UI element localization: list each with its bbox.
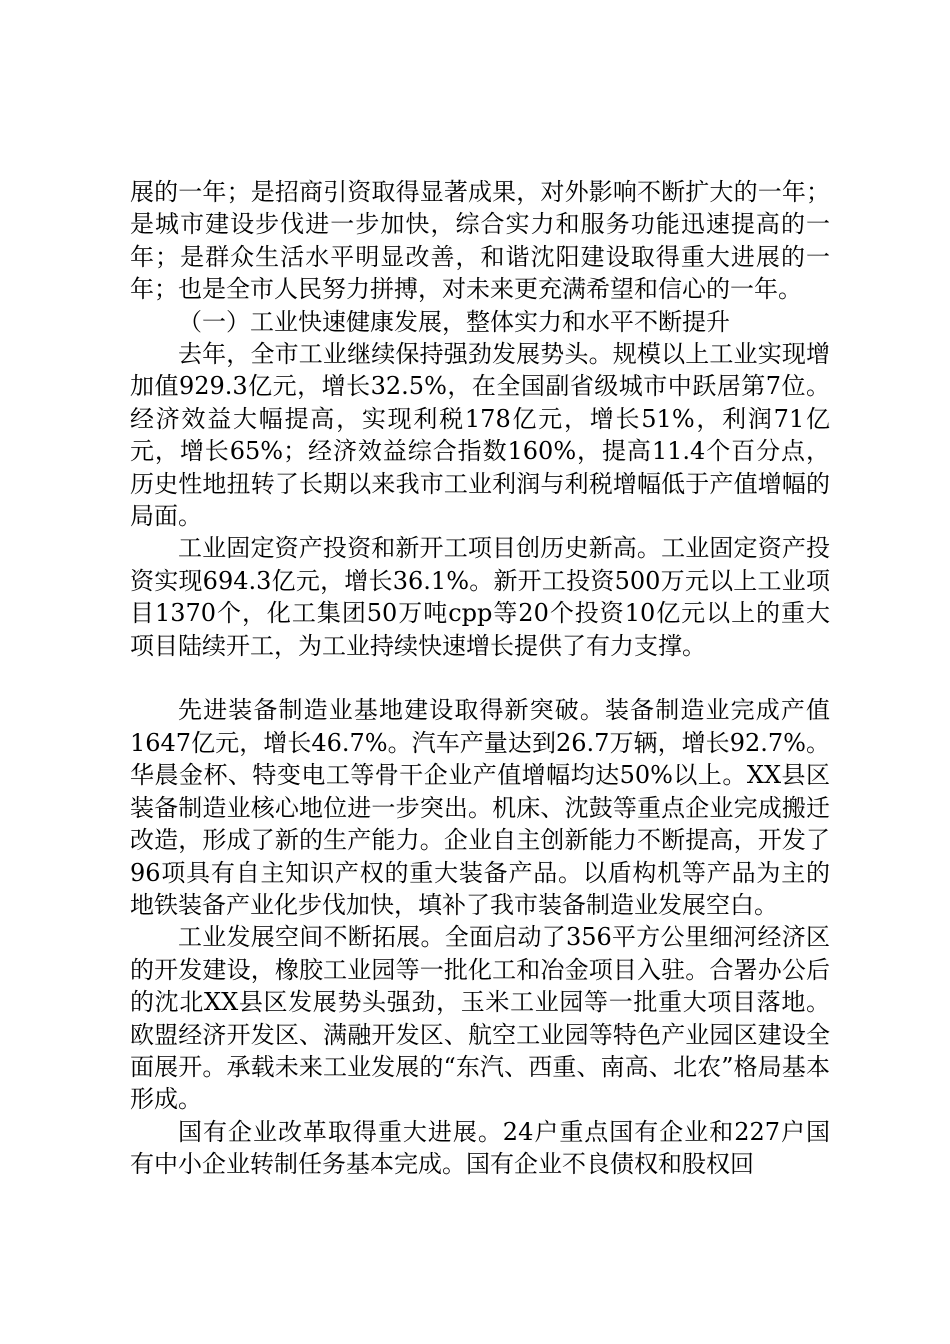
document-body xyxy=(130,176,830,1181)
paragraph-equipment-manufacturing: 先进装备制造业基地建设取得新突破。装备制造业完成产值1647亿元，增长46.7%。汽车产量达到26.7万辆，增长92.7%。华晨金杯、特变电工等骨干企业产值增幅均达50%以上。XX县区装备制造业核心地位进一步突出。机床、沈鼓等重点企业完成搬迁改造，形成了新的生产能力。企业自主创新能力不断提高，开发了96项具有自主知识产权的重大装备产品。以盾构机等产品为主的地铁装备产业化步伐加快，填补了我市装备制造业发展空白。 xyxy=(130,696,830,919)
blank-line xyxy=(130,662,830,694)
paragraph-industry-overview: 去年，全市工业继续保持强劲发展势头。规模以上工业实现增加值929.3亿元，增长32.5%，在全国副省级城市中跃居第7位。经济效益大幅提高，实现利税178亿元，增长51%，利润71亿元，增长65%；经济效益综合指数160%，提高11.4个百分点，历史性地扭转了长期以来我市工业利润与利税增幅低于产值增幅的局面。 xyxy=(130,340,830,531)
paragraph-continuation: 展的一年；是招商引资取得显著成果，对外影响不断扩大的一年；是城市建设步伐进一步加快，综合实力和服务功能迅速提高的一年；是群众生活水平明显改善，和谐沈阳建设取得重大进展的一年；也是全市人民努力拼搏，对未来更充满希望和信心的一年。 xyxy=(130,178,830,304)
paragraph-industrial-space: 工业发展空间不断拓展。全面启动了356平方公里细河经济区的开发建设，橡胶工业园等一批化工和冶金项目入驻。合署办公后的沈北XX县区发展势头强劲，玉米工业园等一批重大项目落地。欧盟经济开发区、满融开发区、航空工业园等特色产业园区建设全面展开。承载未来工业发展的“东汽、西重、南高、北农”格局基本形成。 xyxy=(130,923,830,1114)
section-heading: （一）工业快速健康发展，整体实力和水平不断提升 xyxy=(178,307,730,336)
paragraph-fixed-asset-investment: 工业固定资产投资和新开工项目创历史新高。工业固定资产投资实现694.3亿元，增长36.1%。新开工投资500万元以上工业项目1370个，化工集团50万吨cpp等20个投资10亿元以上的重大项目陆续开工，为工业持续快速增长提供了有力支撑。 xyxy=(130,534,830,660)
paragraph-soe-reform: 国有企业改革取得重大进展。24户重点国有企业和227户国有中小企业转制任务基本完成。国有企业不良债权和股权回 xyxy=(130,1117,830,1179)
